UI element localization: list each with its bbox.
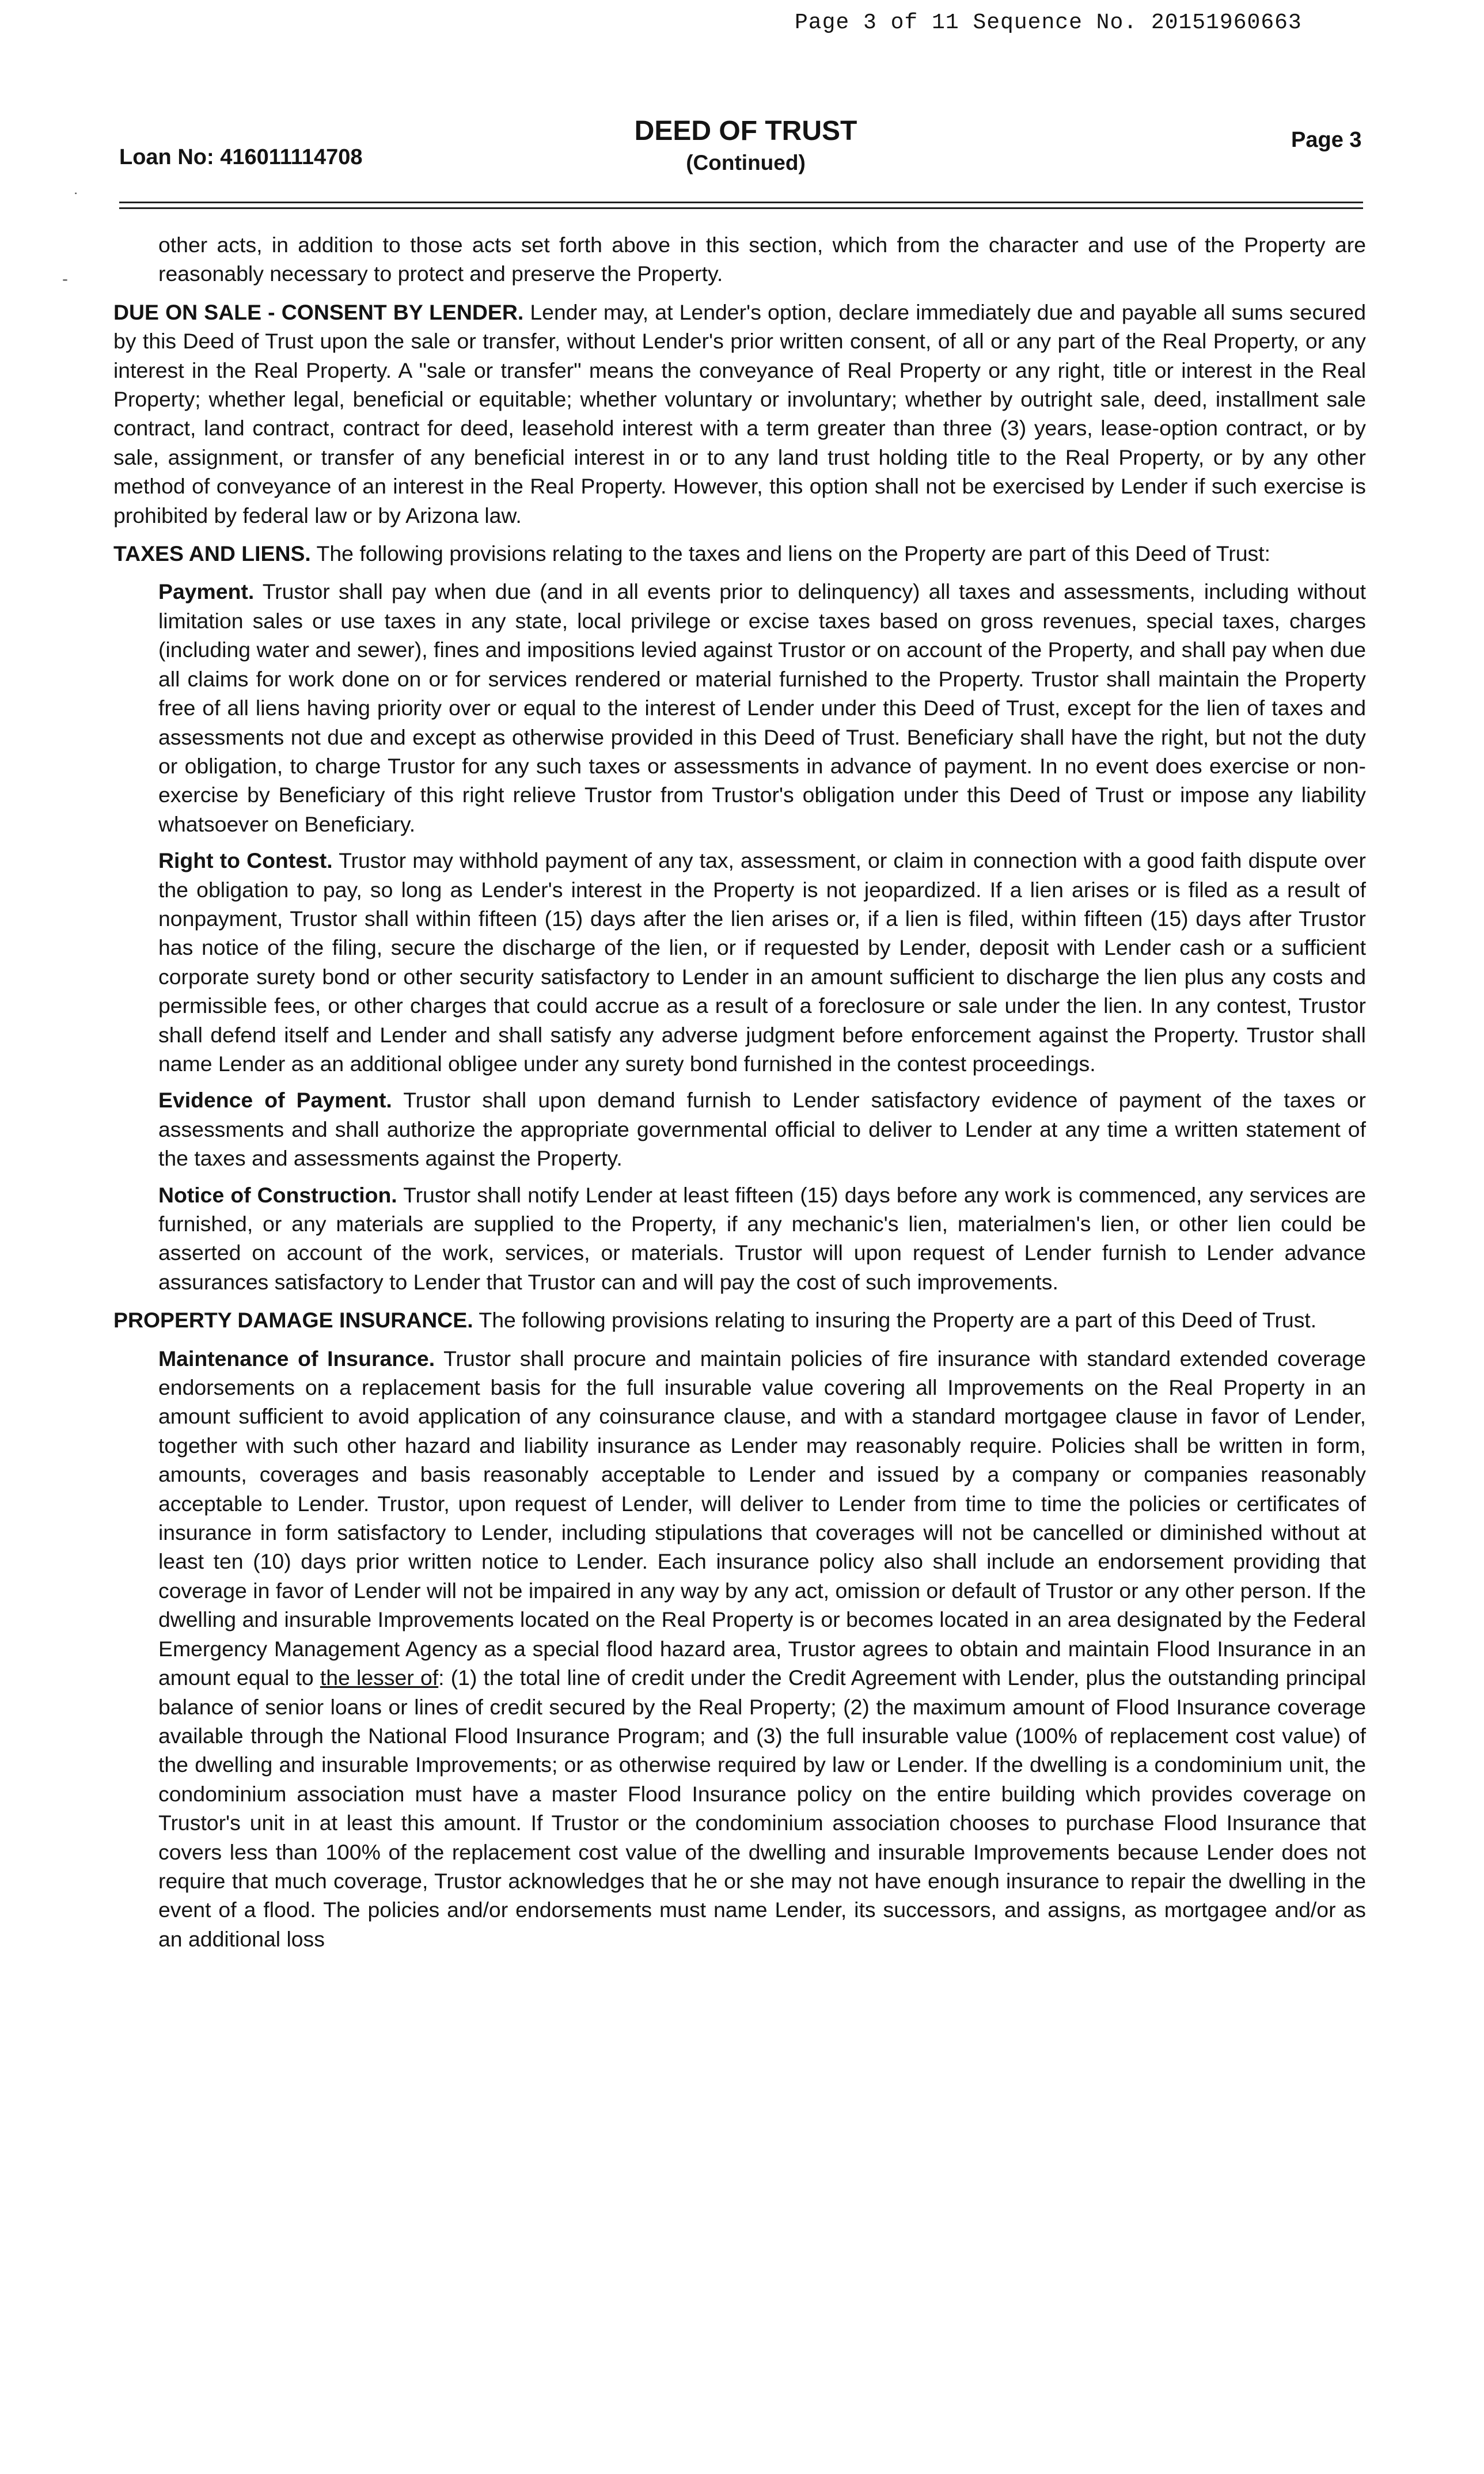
payment-subsection xyxy=(113,577,1366,838)
document-body xyxy=(113,230,1366,1953)
insurance-section xyxy=(113,1306,1366,1334)
subsection-heading: Payment. xyxy=(158,579,255,604)
maintenance-subsection xyxy=(113,1344,1366,1954)
subsection-text: Trustor shall notify Lender at least fifteen (15) days before any work is commenced, any services are furnished, or any materials are supplied to the Property, if any mechanic's lien, materialmen's lien, or other lien could be asserted on account of the work, services, or materials. Trustor will upon request of Lender furnish to Lender advance assurances satisfactory to Lender that Trustor can and will pay the cost of such improvements. xyxy=(158,1182,1366,1294)
section-heading: PROPERTY DAMAGE INSURANCE. xyxy=(113,1308,473,1333)
section-heading: TAXES AND LIENS. xyxy=(113,541,311,566)
subsection-heading: Right to Contest. xyxy=(158,848,333,873)
construction-subsection xyxy=(113,1181,1366,1297)
subsection-text-continued: : (1) the total line of credit under the Credit Agreement with Lender, plus the outstanding principal balance of senior loans or lines of credit secured by the Real Property; (2) the maximum amount of Flood Insurance coverage available through the National Flood Insurance Program; and (3) the full insurable value (100% of replacement cost value) of the dwelling and insurable Improvements; or as otherwise required by law or Lender. If the dwelling is a condominium unit, the condominium association must have a master Flood Insurance policy on the entire building which provides coverage on Trustor's unit in at least this amount. If Trustor or the condominium association chooses to purchase Flood Insurance that covers less than 100% of the replacement cost value of the dwelling and insurable Improvements because Lender does not require that much coverage, Trustor acknowledges that he or she may not have enough insurance to repair the dwelling in the event of a flood. The policies and/or endorsements must name Lender, its successors, and assigns, as mortgagee and/or as an additional loss xyxy=(158,1665,1367,1951)
section-heading: DUE ON SALE - CONSENT BY LENDER. xyxy=(113,299,524,324)
subsection-text: Trustor shall upon demand furnish to Lender satisfactory evidence of payment of the taxes or assessments and shall authorize the appropriate governmental official to deliver to Lender at any time a written statement of the taxes and assessments against the Property. xyxy=(158,1088,1366,1171)
underlined-phrase: the lesser of xyxy=(320,1665,439,1690)
subsection-text: Trustor may withhold payment of any tax, assessment, or claim in connection with a good faith dispute over the obligation to pay, so long as Lender's interest in the Property is not jeopardized. If a lien arises or is filed as a result of nonpayment, Trustor shall within fifteen (15) days after the lien arises or, if a lien is filed, within fifteen (15) days after Trustor has notice of the filing, secure the discharge of the lien, or if requested by Lender, deposit with Lender cash or a sufficient corporate surety bond or other security satisfactory to Lender in an amount sufficient to discharge the lien plus any costs and permissible fees, or other charges that could accrue as a result of a foreclosure or sale under the lien. In any contest, Trustor shall defend itself and Lender and shall satisfy any adverse judgment before enforcement against the Property. Trustor shall name Lender as an additional obligee under any surety bond furnished in the contest proceedings. xyxy=(158,848,1366,1076)
subsection-text: Trustor shall procure and maintain policies of fire insurance with standard extended coverage endorsements on a replacement basis for the full insurable value covering all Improvements on the Real Property in an amount sufficient to avoid application of any coinsurance clause, and with a standard mortgagee clause in favor of Lender, together with such other hazard and liability insurance as Lender may reasonably require. Policies shall be written in form, amounts, coverages and basis reasonably acceptable to Lender and issued by a company or companies reasonably acceptable to Lender. Trustor, upon request of Lender, will deliver to Lender from time to time the policies or certificates of insurance in form satisfactory to Lender, including stipulations that coverages will not be cancelled or diminished without at least ten (10) days prior written notice to Lender. Each insurance policy also shall include an endorsement providing that coverage in favor of Lender will not be impaired in any way by any act, omission or default of Trustor or any other person. If the dwelling and insurable Improvements located on the Real Property is or becomes located in an area designated by the Federal Emergency Management Agency as a special flood hazard area, Trustor agrees to obtain and maintain Flood Insurance in an amount equal to xyxy=(158,1346,1366,1690)
page-number: Page 3 xyxy=(1291,128,1362,152)
contest-subsection xyxy=(113,846,1366,1078)
section-text: Lender may, at Lender's option, declare immediately due and payable all sums secured by this Deed of Trust upon the sale or transfer, without Lender's prior written consent, of all or any part of the Real Property, or any interest in the Real Property. A "sale or transfer" means the conveyance of Real Property or any right, title or interest in the Real Property; whether legal, beneficial or equitable; whether voluntary or involuntary; whether by outright sale, deed, installment sale contract, land contract, contract for deed, leasehold interest with a term greater than three (3) years, lease-option contract, or by sale, assignment, or transfer of any beneficial interest in or to any land trust holding title to the Real Property, or by any other method of conveyance of an interest in the Real Property. However, this option shall not be exercised by Lender if such exercise is prohibited by federal law or by Arizona law. xyxy=(113,299,1366,528)
subsection-heading: Maintenance of Insurance. xyxy=(158,1346,435,1371)
header-rule-top xyxy=(119,202,1363,203)
due-on-sale-section xyxy=(113,298,1366,530)
scan-speck: ˙ xyxy=(74,190,79,209)
subsection-heading: Notice of Construction. xyxy=(158,1182,397,1207)
subsection-heading: Evidence of Payment. xyxy=(158,1088,392,1113)
header-rule-bottom xyxy=(119,207,1363,209)
loan-number: Loan No: 416011114708 xyxy=(119,145,363,169)
intro-paragraph: other acts, in addition to those acts set forth above in this section, which from the character and use of the Property are reasonably necessary to protect and preserve the Property. xyxy=(158,233,1366,286)
subsection-text: Trustor shall pay when due (and in all events prior to delinquency) all taxes and assessments, including without limitation sales or use taxes in any state, local privilege or excise taxes based on gross revenues, special taxes, charges (including water and sewer), fines and impositions levied against Trustor or on account of the Property, and shall pay when due all claims for work done on or for services rendered or material furnished to the Property. Trustor shall maintain the Property free of all liens having priority over or equal to the interest of Lender under this Deed of Trust, except for the lien of taxes and assessments not due and except as otherwise provided in this Deed of Trust. Beneficiary shall have the right, but not the duty or obligation, to charge Trustor for any such taxes or assessments in advance of payment. In no event does exercise or non-exercise by Beneficiary of this right relieve Trustor from Trustor's obligation under this Deed of Trust or impose any liability whatsoever on Beneficiary. xyxy=(158,579,1367,836)
scan-speck: - xyxy=(62,270,68,289)
section-text: The following provisions relating to the taxes and liens on the Property are part of this Deed of Trust: xyxy=(316,541,1270,566)
recording-stamp: Page 3 of 11 Sequence No. 20151960663 xyxy=(795,10,1302,35)
section-text: The following provisions relating to insuring the Property are a part of this Deed of Trust. xyxy=(479,1308,1317,1333)
document-subtitle: (Continued) xyxy=(686,151,806,174)
evidence-subsection xyxy=(113,1086,1366,1173)
taxes-section xyxy=(113,539,1366,568)
document-title: DEED OF TRUST xyxy=(634,116,857,146)
